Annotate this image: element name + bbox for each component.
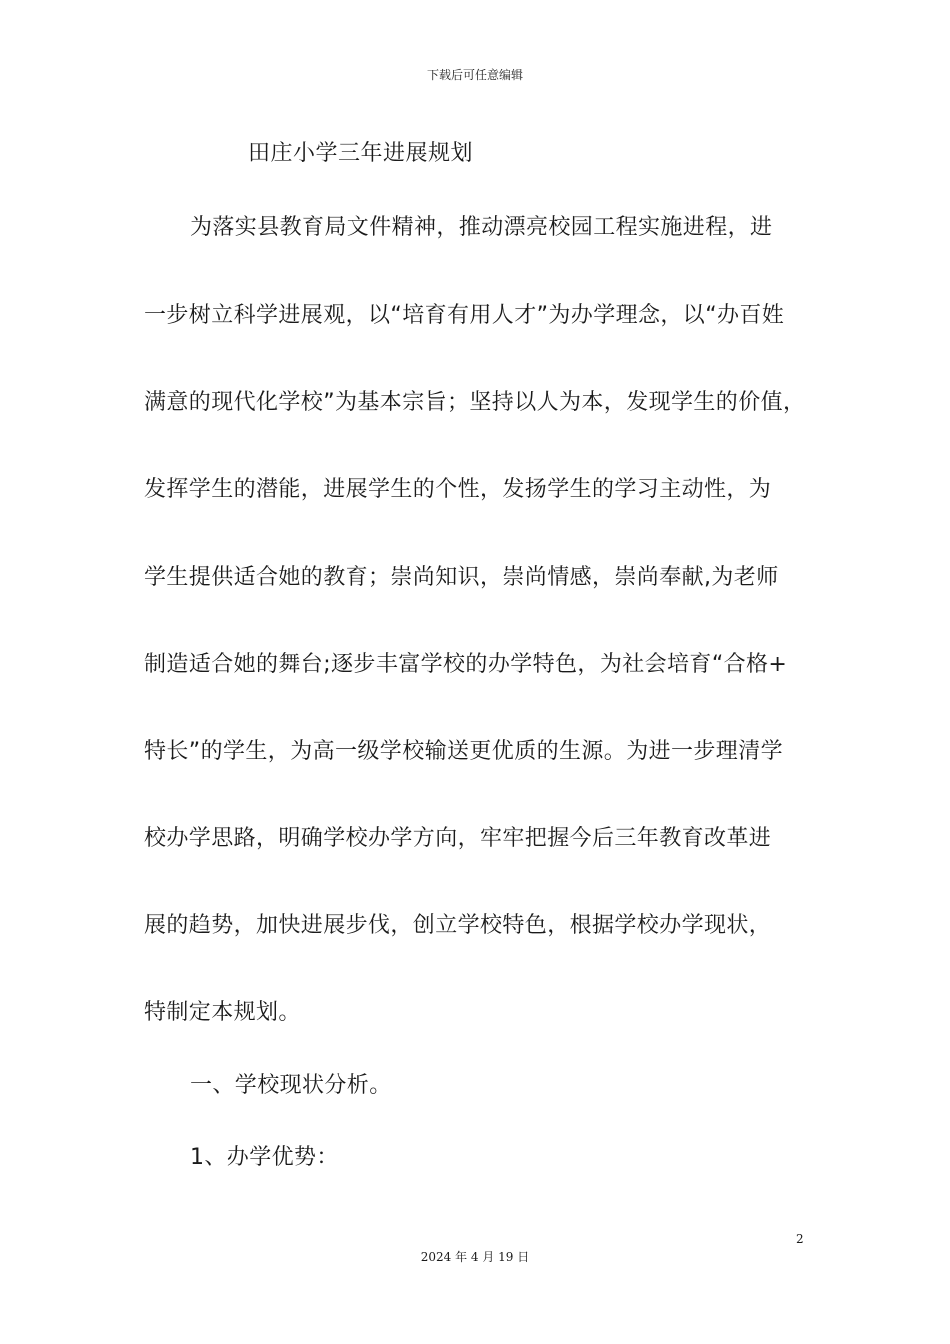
page-number: 2 bbox=[796, 1232, 804, 1246]
paragraph-line: 发挥学生的潜能，进展学生的个性，发扬学生的学习主动性，为 bbox=[144, 477, 772, 502]
header-note: 下载后可任意编辑 bbox=[426, 68, 523, 82]
paragraph-line: 展的趋势，加快进展步伐，创立学校特色，根据学校办学现状， bbox=[144, 913, 772, 938]
footer-date: 2024 年 4 月 19 日 bbox=[420, 1250, 530, 1264]
paragraph-line: 满意的现代化学校”为基本宗旨；坚持以人为本，发现学生的价值， bbox=[144, 390, 806, 415]
paragraph-line: 校办学思路，明确学校办学方向，牢牢把握今后三年教育改革进 bbox=[144, 826, 772, 851]
section-heading: 一、学校现状分析。 bbox=[190, 1073, 392, 1098]
paragraph-line: 特制定本规划。 bbox=[144, 1000, 301, 1025]
paragraph-line: 一步树立科学进展观，以“培育有用人才”为办学理念，以“办百姓 bbox=[144, 303, 785, 328]
paragraph-line: 制造适合她的舞台;逐步丰富学校的办学特色，为社会培育“合格+ bbox=[144, 652, 788, 677]
document-title: 田庄小学三年进展规划 bbox=[248, 141, 474, 166]
paragraph-line: 为落实县教育局文件精神，推动漂亮校园工程实施进程，进 bbox=[190, 215, 773, 240]
subsection-heading: 1、办学优势： bbox=[190, 1145, 339, 1170]
paragraph-line: 学生提供适合她的教育；崇尚知识，崇尚情感，崇尚奉献,为老师 bbox=[144, 565, 779, 590]
paragraph-line: 特长”的学生，为高一级学校输送更优质的生源。为进一步理清学 bbox=[144, 739, 783, 764]
